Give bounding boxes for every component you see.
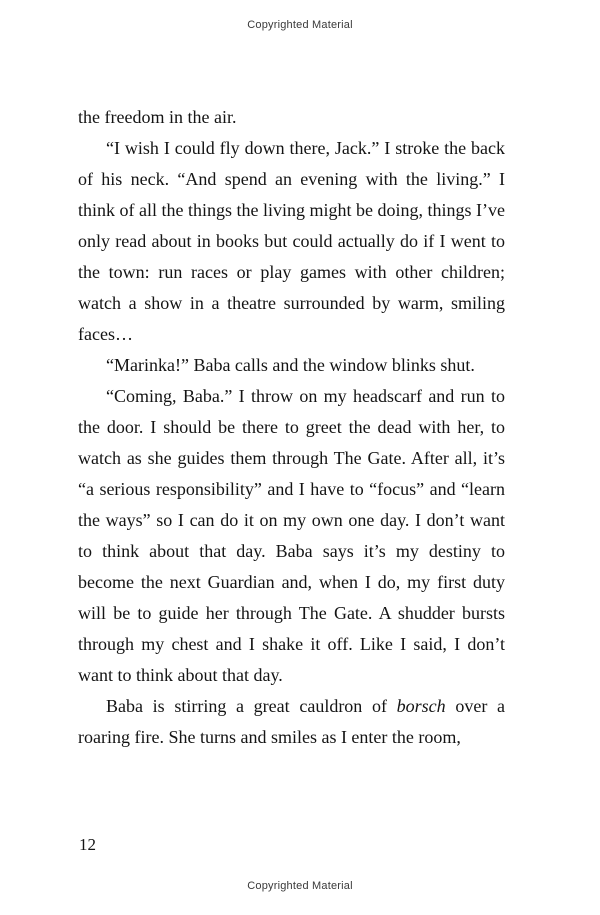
copyright-notice-top: Copyrighted Material bbox=[247, 19, 353, 31]
body-text bbox=[78, 102, 505, 753]
paragraph bbox=[78, 133, 505, 350]
text-run: “I wish I could fly down there, Jack.” I stroke the back of his neck. “And spend an evening with the living.” I think of all the things the living might be doing, things I’ve only read about in books but could actually do if I went to the town: run races or play games with other children; watch a show in a theatre surrounded by warm, smiling faces… bbox=[78, 138, 505, 344]
text-run: “Coming, Baba.” I throw on my headscarf and run to the door. I should be there to greet the dead with her, to watch as she guides them through The Gate. After all, it’s “a serious responsibility” and I have to “focus” and “learn the ways” so I can do it on my own one day. I don’t want to think about that day. Baba says it’s my destiny to become the next Guardian and, when I do, my first duty will be to guide her through The Gate. A shudder bursts through my chest and I shake it off. Like I said, I don’t want to think about that day. bbox=[78, 386, 505, 685]
paragraph bbox=[78, 381, 505, 691]
text-run: “Marinka!” Baba calls and the window blinks shut. bbox=[106, 355, 475, 375]
page-number: 12 bbox=[79, 835, 96, 854]
paragraph bbox=[78, 102, 505, 133]
italic-text-run: borsch bbox=[396, 696, 446, 716]
paragraph bbox=[78, 350, 505, 381]
text-run: Baba is stirring a great cauldron of bbox=[106, 696, 397, 716]
text-run: over a roaring fire. She turns and smiles as I enter the room, bbox=[78, 696, 505, 747]
paragraph bbox=[78, 691, 505, 753]
text-run: the freedom in the air. bbox=[78, 107, 237, 127]
copyright-notice-bottom: Copyrighted Material bbox=[247, 880, 353, 892]
